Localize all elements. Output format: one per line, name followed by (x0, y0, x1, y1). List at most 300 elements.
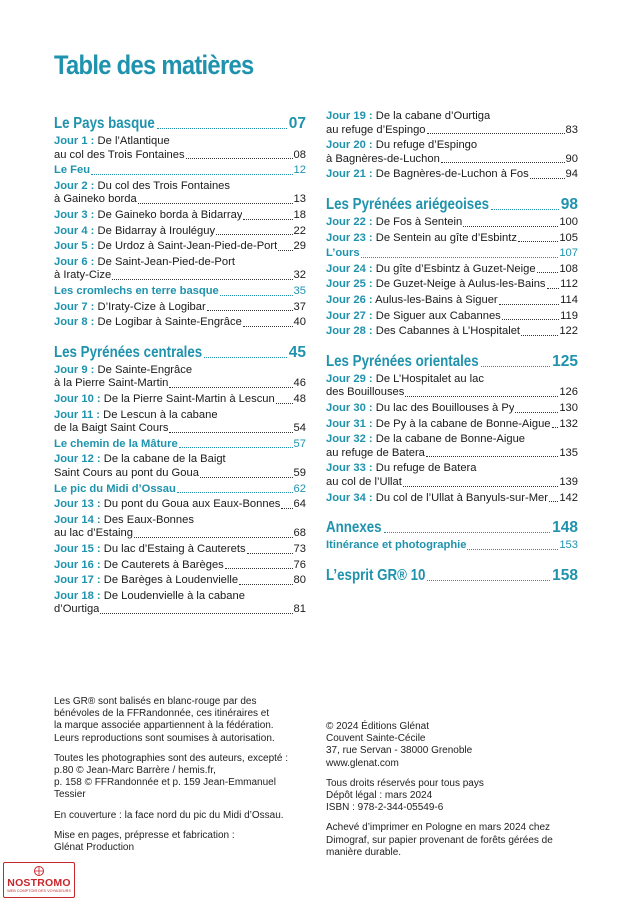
toc-day-label: Jour 6 : (54, 255, 95, 268)
toc-section[interactable] (326, 353, 578, 370)
toc-feature[interactable] (54, 164, 306, 178)
toc-entry-text: Du pont du Goua aux Eaux-Bonnes (103, 498, 281, 511)
toc-page-number: 126 (559, 386, 578, 399)
toc-page-number: 57 (293, 437, 306, 450)
toc-entry-text: De L’Hospitalet au lac (375, 372, 484, 385)
toc-entry[interactable] (54, 209, 306, 223)
toc-entry-text: Des Cabannes à L’Hospitalet (375, 325, 521, 338)
toc-page-number: 158 (552, 566, 578, 584)
toc-entry-line (54, 543, 246, 557)
toc-section[interactable] (54, 115, 306, 132)
toc-entry-line (54, 559, 224, 573)
toc-entry-line (326, 373, 484, 387)
colophon-line: bénévoles de la FFRandonnée, ces itinéraires et (54, 708, 270, 720)
colophon-line: © 2024 Éditions Glénat (326, 721, 429, 732)
toc-entry-line (54, 453, 226, 467)
toc-entry-text: De Saint-Jean-Pied-de-Port (97, 255, 235, 268)
dot-leader (278, 250, 292, 251)
toc-page-number: 130 (559, 402, 578, 414)
toc-entry-line (326, 325, 520, 339)
dot-leader (552, 427, 559, 428)
toc-entry[interactable] (326, 216, 578, 230)
toc-entry[interactable] (326, 232, 578, 246)
toc-day-label: Jour 12 : (54, 453, 101, 466)
toc-entry-line (54, 240, 277, 254)
toc-page-number: 98 (560, 196, 578, 213)
toc-entry-text: De Logibar à Sainte-Engrâce (97, 316, 242, 329)
toc-entry-text: De la cabane de Bonne-Aigue (375, 433, 526, 446)
toc-entry-line (326, 433, 525, 447)
dot-leader (220, 295, 293, 296)
dot-leader (243, 326, 293, 327)
toc-entry-text: Du refuge d’Espingo (375, 139, 478, 152)
toc-entry-line (54, 225, 215, 239)
toc-entry-text: des Bouillouses (326, 386, 405, 399)
toc-entry-line (326, 476, 402, 490)
toc-page-number: 80 (293, 574, 306, 587)
toc-day-label: Jour 4 : (54, 224, 95, 237)
dot-leader (157, 128, 287, 129)
dot-leader (138, 203, 293, 204)
toc-entry[interactable] (326, 492, 578, 506)
dot-leader (403, 486, 558, 487)
toc-entry[interactable] (326, 278, 578, 292)
toc-day-label: Jour 15 : (54, 543, 101, 555)
toc-page-number: 148 (552, 519, 578, 537)
toc-entry-text: au col des Trois Fontaines (54, 148, 185, 161)
toc-page-number: 125 (552, 352, 578, 370)
colophon-line: Toutes les photographies sont des auteurs, excepté : (54, 752, 289, 764)
toc-entry[interactable] (54, 256, 306, 283)
toc-page-number: 112 (560, 278, 578, 291)
toc-section-title: Le Pays basque (54, 115, 155, 132)
toc-entry-text: au col de l’Ullat (326, 475, 402, 488)
toc-entry-text: Du refuge de Batera (375, 462, 477, 475)
toc-page-number: 100 (559, 216, 578, 228)
logo-tagline: WEB COMPTOIR DES VOYAGEURS (7, 889, 71, 893)
toc-entry-line (326, 462, 477, 476)
toc-day-label: Jour 34 : (326, 491, 373, 504)
toc-entry-text: Du lac d’Estaing à Cauterets (103, 543, 246, 555)
logo-name: NOSTROMO (7, 877, 71, 889)
toc-page-number: 64 (293, 498, 306, 511)
toc-entry-text: Des Eaux-Bonnes (103, 513, 194, 526)
toc-page-number: 94 (565, 168, 578, 181)
colophon-line: manière durable. (326, 846, 402, 858)
toc-entry-line (54, 316, 242, 330)
colophon-paragraph (54, 830, 288, 854)
dot-leader (91, 174, 292, 175)
dot-leader (549, 501, 558, 502)
dot-leader (491, 209, 559, 210)
toc-entry-text: au refuge de Batera (326, 446, 425, 459)
toc-entry[interactable] (326, 325, 578, 339)
toc-day-label: Jour 29 : (326, 372, 373, 385)
toc-entry-text: au lac d’Estaing (54, 527, 133, 540)
toc-page-number: 76 (293, 558, 306, 571)
toc-section-title: Les Pyrénées ariégeoises (326, 196, 490, 213)
dot-leader (179, 447, 293, 448)
toc-entry-line (54, 393, 275, 407)
colophon-line: Les GR® sont balisés en blanc-rouge par des (54, 696, 257, 707)
colophon-paragraph (54, 753, 288, 802)
toc-entry-line (326, 168, 529, 182)
toc-feature-title: Itinérance et photographie (326, 539, 467, 552)
toc-entry-line (54, 149, 185, 163)
toc-day-label: Jour 19 : (326, 110, 373, 122)
toc-page-number: 12 (293, 164, 306, 177)
toc-entry[interactable] (54, 514, 306, 541)
toc-entry-text: De Gaineko borda à Bidarray (97, 209, 243, 221)
colophon-paragraph (54, 696, 288, 745)
dot-leader (467, 549, 558, 550)
toc-page-number: 83 (565, 123, 578, 136)
toc-section[interactable] (326, 196, 578, 213)
toc-entry-line (54, 135, 170, 149)
colophon-line: Dimograf, sur papier provenant de forêts gérées de (326, 834, 553, 846)
colophon-line: ISBN : 978-2-344-05549-6 (326, 802, 444, 814)
dot-leader (426, 456, 558, 457)
dot-leader (276, 403, 293, 404)
dot-leader (239, 584, 292, 585)
toc-entry-text: De Barèges à Loudenvielle (103, 574, 239, 587)
dot-leader (134, 537, 293, 538)
toc-entry-text: De l’Atlantique (97, 135, 170, 147)
toc-section-title: Annexes (326, 519, 382, 537)
toc-entry-text: De Urdoz à Saint-Jean-Pied-de-Port (97, 240, 278, 253)
toc-page-number: 108 (559, 262, 578, 275)
toc-section-title: Les Pyrénées orientales (326, 352, 479, 370)
toc-page-number: 107 (559, 247, 578, 260)
toc-page-number: 62 (293, 482, 306, 495)
toc-entry[interactable] (54, 409, 306, 436)
dot-leader (225, 568, 293, 569)
dot-leader (427, 133, 565, 134)
toc-entry-line (326, 447, 425, 461)
toc-entry[interactable] (54, 498, 306, 512)
toc-page-number: 46 (293, 377, 306, 390)
toc-entry-line (326, 124, 426, 138)
toc-day-label: Jour 23 : (326, 231, 373, 244)
dot-leader (247, 553, 293, 554)
toc-entry-text: De Py à la cabane de Bonne-Aigue (375, 417, 551, 430)
toc-feature-title: L’ours (326, 247, 360, 260)
toc-entry-line (54, 364, 192, 378)
toc-page-number: 22 (293, 224, 306, 237)
toc-day-label: Jour 28 : (326, 325, 373, 338)
toc-entry-line (54, 527, 133, 541)
toc-feature-title: Les cromlechs en terre basque (54, 285, 219, 297)
dot-leader (481, 366, 550, 367)
toc-entry-line (326, 310, 501, 324)
toc-page-number: 45 (288, 343, 306, 361)
toc-entry-line (54, 422, 168, 436)
colophon-line: Achevé d’imprimer en Pologne en mars 2024 chez (326, 822, 551, 834)
dot-leader (216, 234, 292, 235)
toc-entry[interactable] (326, 433, 578, 460)
toc-entry-text: De Cauterets à Barèges (103, 558, 224, 571)
toc-section[interactable] (54, 344, 306, 361)
colophon-paragraph (54, 810, 288, 822)
toc-entry-line (326, 216, 462, 230)
toc-entry-line (326, 110, 490, 124)
dot-leader (384, 532, 551, 533)
colophon-line: Leurs reproductions sont soumises à autorisation. (54, 732, 275, 744)
toc-entry[interactable] (54, 240, 306, 254)
toc-page-number: 73 (293, 543, 306, 555)
toc-day-label: Jour 30 : (326, 402, 373, 414)
toc-entry[interactable] (54, 590, 306, 617)
globe-icon (31, 865, 47, 876)
dot-leader (169, 387, 292, 388)
colophon-line: 37, rue Servan - 38000 Grenoble (326, 745, 473, 757)
toc-entry[interactable] (326, 294, 578, 308)
colophon-right (326, 721, 553, 867)
toc-feature[interactable] (326, 539, 578, 553)
toc-feature[interactable] (54, 483, 306, 497)
toc-entry-text: De Loudenvielle à la cabane (103, 589, 245, 602)
dot-leader (537, 272, 559, 273)
toc-entry-line (326, 492, 548, 506)
toc-section-title: Les Pyrénées centrales (54, 343, 203, 361)
toc-entry-text: De la Pierre Saint-Martin à Lescun (103, 393, 275, 405)
toc-entry[interactable] (54, 574, 306, 588)
toc-entry-line (326, 278, 546, 292)
toc-entry-line (326, 153, 440, 167)
toc-section-title: L’esprit GR® 10 (326, 566, 426, 584)
toc-entry-text: De Bagnères-de-Luchon à Fos (375, 168, 529, 181)
toc-entry-line (54, 498, 280, 512)
colophon-line: p.80 © Jean-Marc Barrère / hemis.fr, (54, 765, 216, 777)
toc-entry[interactable] (54, 453, 306, 480)
toc-section[interactable] (326, 567, 578, 584)
toc-entry-line (54, 256, 235, 270)
toc-page-number: 40 (293, 316, 306, 329)
toc-entry-text: Saint Cours au pont du Goua (54, 466, 199, 479)
toc-entry-line (54, 590, 245, 604)
toc-entry[interactable] (54, 559, 306, 573)
toc-entry-text: à Bagnères-de-Luchon (326, 152, 440, 165)
toc-entry-text: Du gîte d’Esbintz à Guzet-Neige (375, 262, 536, 275)
toc-day-label: Jour 18 : (54, 589, 101, 602)
toc-entry-text: Du col des Trois Fontaines (97, 179, 230, 192)
toc-page-number: 68 (293, 527, 306, 540)
toc-page-number: 54 (293, 422, 306, 435)
toc-page-number: 142 (559, 491, 578, 504)
toc-entry[interactable] (326, 462, 578, 489)
toc-day-label: Jour 32 : (326, 433, 373, 446)
colophon-line: p. 158 © FFRandonnée et p. 159 Jean-Emmanuel (54, 777, 276, 789)
dot-leader (100, 613, 292, 614)
toc-entry-text: De Bidarray à Irouléguy (97, 224, 216, 237)
toc-day-label: Jour 17 : (54, 574, 101, 587)
toc-entry[interactable] (326, 139, 578, 166)
dot-leader (530, 178, 565, 179)
toc-page-number: 35 (293, 285, 306, 297)
dot-leader (169, 432, 292, 433)
toc-page-number: 08 (293, 148, 306, 161)
toc-entry-line (54, 269, 111, 283)
toc-entry-line (54, 409, 218, 423)
toc-day-label: Jour 8 : (54, 316, 95, 329)
toc-entry-line (54, 514, 194, 528)
toc-entry[interactable] (326, 263, 578, 277)
toc-entry-line (54, 574, 238, 588)
colophon-line: Dépôt légal : mars 2024 (326, 790, 433, 802)
toc-entry[interactable] (326, 402, 578, 416)
toc-page-number: 105 (559, 231, 578, 244)
toc-entry-line (54, 603, 99, 617)
toc-feature[interactable] (54, 285, 306, 299)
toc-day-label: Jour 11 : (54, 408, 101, 421)
toc-entry[interactable] (54, 364, 306, 391)
dot-leader (281, 508, 292, 509)
toc-entry-line (326, 386, 404, 400)
toc-entry-text: Aulus-les-Bains à Siguer (375, 294, 498, 306)
toc-entry[interactable] (54, 543, 306, 557)
dot-leader (499, 304, 560, 305)
toc-day-label: Jour 20 : (326, 139, 373, 152)
dot-leader (515, 412, 558, 413)
dot-leader (200, 477, 293, 478)
toc-entry[interactable] (54, 225, 306, 239)
colophon-left (54, 696, 288, 862)
toc-page-number: 29 (293, 240, 306, 253)
toc-entry-line (54, 193, 137, 207)
toc-feature-title: Le chemin de la Mâture (54, 437, 178, 450)
toc-day-label: Jour 9 : (54, 363, 95, 376)
toc-entry[interactable] (54, 301, 306, 315)
toc-entry-text: Du col de l’Ullat à Banyuls-sur-Mer (375, 491, 548, 504)
dot-leader (204, 357, 287, 358)
toc-page-number: 48 (293, 393, 306, 405)
toc-page-number: 18 (293, 209, 306, 221)
toc-feature-title: Le Feu (54, 164, 91, 177)
toc-entry-text: De la cabane d’Ourtiga (375, 110, 491, 122)
toc-day-label: Jour 24 : (326, 262, 373, 275)
toc-day-label: Jour 7 : (54, 300, 95, 313)
dot-leader (547, 288, 560, 289)
toc-entry[interactable] (326, 110, 578, 137)
colophon-line: Couvent Sainte-Cécile (326, 733, 426, 745)
toc-entry-text: de la Baigt Saint Cours (54, 422, 169, 435)
toc-day-label: Jour 1 : (54, 135, 95, 147)
toc-entry[interactable] (54, 180, 306, 207)
toc-entry-line (326, 263, 536, 277)
toc-entry-text: De Sainte-Engrâce (97, 363, 193, 376)
toc-entry-text: De Fos à Sentein (375, 216, 463, 228)
colophon-paragraph (326, 778, 553, 815)
toc-day-label: Jour 26 : (326, 294, 373, 306)
dot-leader (427, 580, 550, 581)
toc-page-number: 90 (565, 152, 578, 165)
dot-leader (502, 319, 559, 320)
toc-entry-text: De la cabane de la Baigt (103, 453, 226, 466)
toc-day-label: Jour 10 : (54, 393, 101, 405)
toc-entry-line (326, 139, 477, 153)
dot-leader (112, 279, 292, 280)
toc-day-label: Jour 33 : (326, 462, 373, 475)
toc-entry[interactable] (54, 135, 306, 162)
toc-page-number: 139 (559, 475, 578, 488)
toc-entry-line (326, 232, 517, 246)
dot-leader (361, 257, 559, 258)
colophon-paragraph (326, 721, 553, 770)
toc-day-label: Jour 27 : (326, 309, 373, 322)
toc-entry[interactable] (54, 316, 306, 330)
toc-page-number: 37 (293, 300, 306, 313)
colophon-line: Mise en pages, prépresse et fabrication : (54, 829, 235, 841)
toc-day-label: Jour 22 : (326, 216, 373, 228)
toc-page-number: 59 (293, 466, 306, 479)
toc-entry-line (326, 402, 514, 416)
toc-page-number: 81 (293, 603, 306, 616)
colophon-line: la marque associée appartiennent à la fédération. (54, 720, 274, 732)
toc-page-number: 07 (288, 115, 306, 132)
toc-page-number: 13 (293, 193, 306, 206)
colophon-line: Tessier (54, 789, 86, 801)
dot-leader (207, 310, 293, 311)
toc-entry-text: D’Iraty-Cize à Logibar (97, 300, 206, 313)
toc-entry-text: à la Pierre Saint-Martin (54, 377, 169, 390)
toc-entry[interactable] (326, 168, 578, 182)
toc-entry-line (54, 180, 230, 194)
colophon-line: Glénat Production (54, 842, 135, 854)
toc-entry-line (54, 467, 199, 481)
dot-leader (521, 335, 558, 336)
dot-leader (441, 162, 565, 163)
nostromo-logo (3, 862, 75, 898)
dot-leader (186, 158, 293, 159)
toc-entry-text: De Lescun à la cabane (103, 408, 218, 421)
dot-leader (243, 219, 292, 220)
colophon-paragraph (326, 822, 553, 859)
toc-section[interactable] (326, 519, 578, 536)
colophon-line: www.glenat.com (326, 757, 399, 769)
toc-day-label: Jour 3 : (54, 209, 95, 221)
toc-day-label: Jour 25 : (326, 278, 373, 291)
dot-leader (405, 396, 558, 397)
toc-entry-text: au refuge d’Espingo (326, 123, 426, 136)
dot-leader (463, 226, 558, 227)
colophon-line: Tous droits réservés pour tous pays (326, 777, 484, 789)
toc-entry-line (326, 418, 551, 432)
toc-page-number: 153 (559, 539, 578, 552)
toc-entry-text: De Guzet-Neige à Aulus-les-Bains (375, 278, 546, 291)
dot-leader (177, 492, 293, 493)
toc-entry-text: à Gaineko borda (54, 193, 137, 206)
toc-entry-line (54, 301, 206, 315)
toc-page-number: 122 (559, 325, 578, 338)
toc-feature[interactable] (326, 247, 578, 261)
toc-entry[interactable] (54, 393, 306, 407)
toc-page-number: 135 (559, 446, 578, 459)
dot-leader (518, 241, 558, 242)
toc-entry[interactable] (326, 418, 578, 432)
toc-feature-title: Le pic du Midi d’Ossau (54, 482, 176, 495)
toc-page-number: 32 (293, 269, 306, 282)
toc-entry-text: Du lac des Bouillouses à Py (375, 402, 515, 414)
toc-page-number: 114 (560, 294, 578, 306)
toc-feature[interactable] (54, 438, 306, 452)
toc-entry-line (54, 209, 242, 223)
toc-entry[interactable] (326, 373, 578, 400)
toc-entry-text: De Siguer aux Cabannes (375, 309, 501, 322)
toc-entry-text: d’Ourtiga (54, 603, 100, 616)
toc-entry[interactable] (326, 310, 578, 324)
toc-entry-line (326, 294, 498, 308)
toc-entry-line (54, 377, 168, 391)
